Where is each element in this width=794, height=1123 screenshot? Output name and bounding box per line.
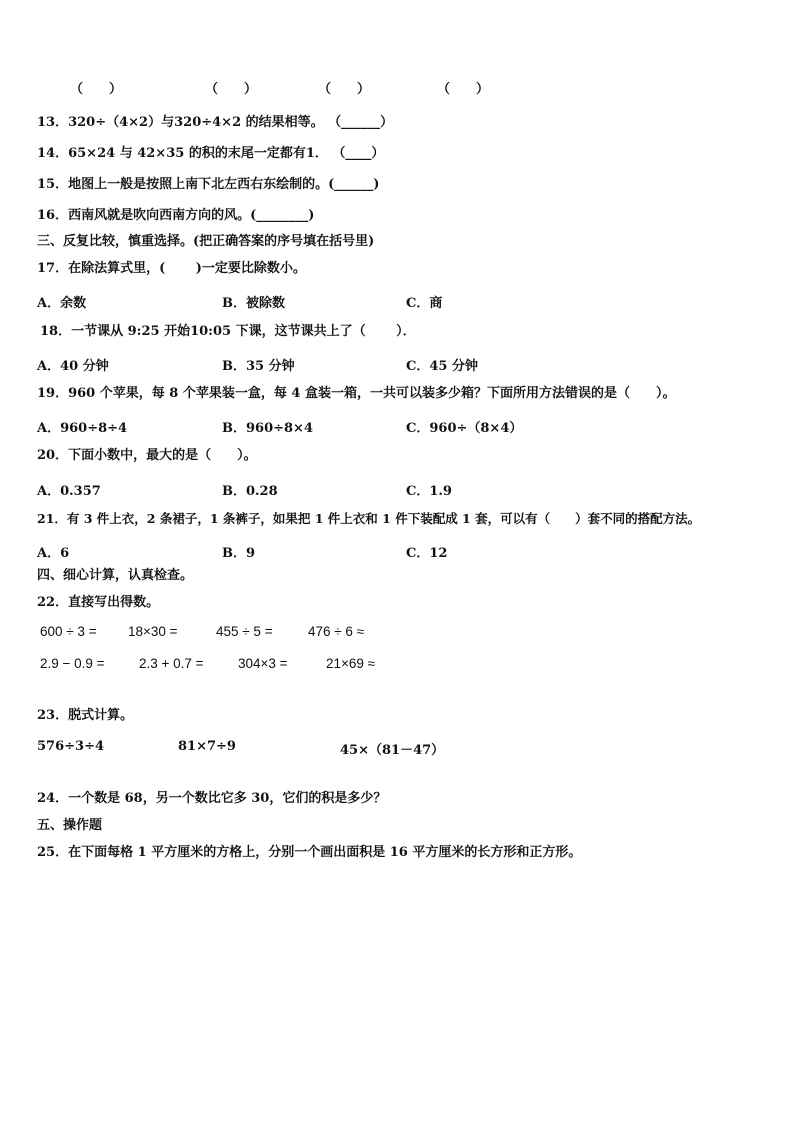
question-19: 19．960 个苹果，每 8 个苹果装一盒，每 4 盒装一箱，一共可以装多少箱？下面所用方法错误的是（ ）。 <box>37 386 676 401</box>
question-17-options <box>0 292 794 311</box>
option-a[interactable]: A．0.357 <box>37 484 101 499</box>
section-3-heading: 三、反复比较，慎重选择。(把正确答案的序号填在括号里) <box>37 234 375 249</box>
option-b[interactable]: B．0.28 <box>222 484 278 499</box>
question-23-items <box>0 739 794 758</box>
question-16: 16．西南风就是吹向西南方向的风。(________) <box>37 208 315 223</box>
option-b[interactable]: B．9 <box>222 546 256 561</box>
option-c[interactable]: C．商 <box>406 296 443 311</box>
option-c[interactable]: C．960÷（8×4） <box>406 421 523 436</box>
math-item: 2.3 + 0.7 = <box>139 656 204 671</box>
section-4-heading: 四、细心计算，认真检查。 <box>37 568 194 583</box>
question-24: 24．一个数是 68，另一个数比它多 30，它们的积是多少？ <box>37 791 387 806</box>
answer-blank[interactable]: （ ） <box>437 82 490 97</box>
option-b[interactable]: B．960÷8×4 <box>222 421 314 436</box>
question-21-options <box>0 542 794 561</box>
mental-math-row-2 <box>0 656 794 672</box>
option-b[interactable]: B．35 分钟 <box>222 359 295 374</box>
math-item: 476 ÷ 6 ≈ <box>308 624 365 639</box>
answer-blank[interactable]: （ ） <box>70 82 123 97</box>
option-a[interactable]: A．960÷8÷4 <box>37 421 128 436</box>
question-17: 17．在除法算式里，( )一定要比除数小。 <box>37 261 306 276</box>
calc-item: 576÷3÷4 <box>37 739 105 754</box>
question-25: 25．在下面每格 1 平方厘米的方格上，分别一个画出面积是 16 平方厘米的长方形和正方形。 <box>37 845 582 860</box>
mental-math-row-1 <box>0 624 794 640</box>
question-15: 15．地图上一般是按照上南下北左西右东绘制的。(______) <box>37 177 380 192</box>
math-item: 600 ÷ 3 = <box>40 624 97 639</box>
math-item: 18×30 = <box>128 624 178 639</box>
math-item: 21×69 ≈ <box>326 656 376 671</box>
math-item: 2.9 − 0.9 = <box>40 656 105 671</box>
question-21: 21．有 3 件上衣，2 条裙子，1 条裤子，如果把 1 件上衣和 1 件下装配成 1 套，可以有（ ）套不同的搭配方法。 <box>37 511 701 526</box>
question-18: 18．一节课从 9:25 开始10:05 下课，这节课共上了（ ）． <box>40 324 416 339</box>
option-a[interactable]: A．6 <box>37 546 70 561</box>
question-13: 13．320÷（4×2）与320÷4×2 的结果相等。 （______） <box>37 115 394 130</box>
question-18-options <box>0 355 794 374</box>
question-22: 22．直接写出得数。 <box>37 595 160 610</box>
section-5-heading: 五、操作题 <box>37 818 103 833</box>
answer-blank[interactable]: （ ） <box>318 82 371 97</box>
math-item: 455 ÷ 5 = <box>216 624 273 639</box>
option-c[interactable]: C．12 <box>406 546 448 561</box>
question-14: 14．65×24 与 42×35 的积的末尾一定都有1． （____） <box>37 146 385 161</box>
option-b[interactable]: B．被除数 <box>222 296 285 311</box>
option-a[interactable]: A．余数 <box>37 296 87 311</box>
option-c[interactable]: C．45 分钟 <box>406 359 478 374</box>
answer-blank[interactable]: （ ） <box>205 82 258 97</box>
option-c[interactable]: C．1.9 <box>406 484 452 499</box>
calc-item: 45×（81－47） <box>340 743 445 758</box>
math-item: 304×3 = <box>238 656 288 671</box>
question-19-options <box>0 417 794 436</box>
question-23: 23．脱式计算。 <box>37 708 134 723</box>
calc-item: 81×7÷9 <box>178 739 236 754</box>
question-20-options <box>0 480 794 499</box>
option-a[interactable]: A．40 分钟 <box>37 359 109 374</box>
question-20: 20．下面小数中，最大的是（ ）。 <box>37 448 257 463</box>
